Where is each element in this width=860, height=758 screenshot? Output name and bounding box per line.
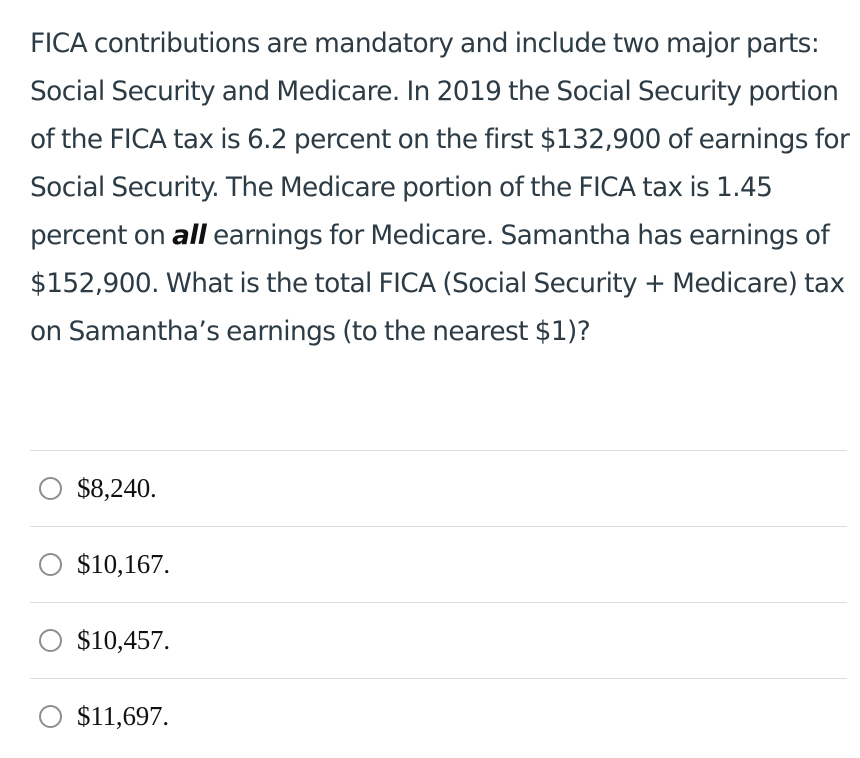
answer-option-2[interactable] [30, 526, 847, 602]
question-text-part1: FICA contributions are mandatory and include two major parts: Social Security and Medicare. In 2019 the Social Security portion of the FICA tax is 6.2 percent on the first $132,900 of earnings for Social Security. The Medicare portion of the FICA tax is 1.45 percent on [30, 28, 850, 251]
answer-option-3[interactable] [30, 602, 847, 678]
answer-options [30, 450, 847, 754]
question-text-part2: earnings for Medicare. Samantha has earnings of $152,900. What is the total FICA (Social Security + Medicare) tax on Samantha’s earnings (to the nearest $1)? [30, 220, 845, 347]
answer-label: $8,240. [77, 473, 157, 503]
radio-button-icon[interactable] [39, 629, 62, 652]
radio-button-icon[interactable] [39, 705, 62, 728]
question-emphasis: all [172, 220, 207, 251]
answer-label: $11,697. [77, 701, 169, 731]
answer-option-4[interactable] [30, 678, 847, 754]
question-text [30, 20, 852, 356]
answer-label: $10,167. [77, 549, 170, 579]
radio-button-icon[interactable] [39, 477, 62, 500]
radio-button-icon[interactable] [39, 553, 62, 576]
answer-label: $10,457. [77, 625, 170, 655]
answer-option-1[interactable] [30, 450, 847, 526]
